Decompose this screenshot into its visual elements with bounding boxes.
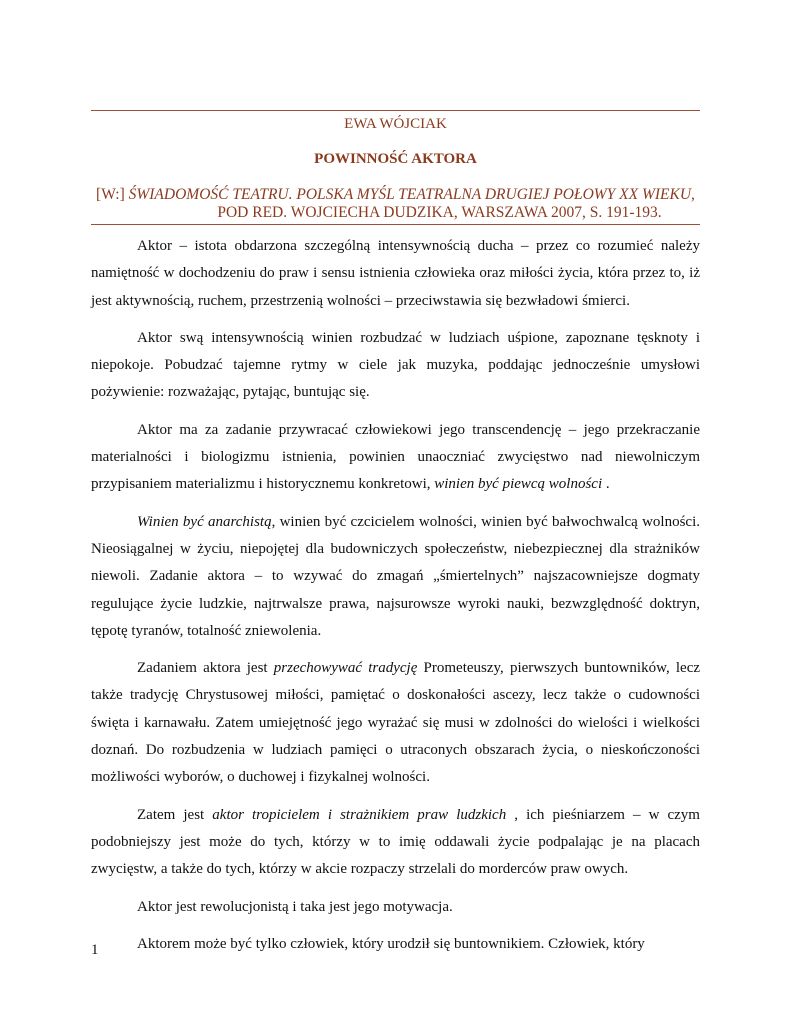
source-citation <box>91 186 700 222</box>
header-top-rule <box>91 110 700 111</box>
source-prefix: [W:] <box>96 186 129 203</box>
header-bottom-rule <box>91 224 700 225</box>
paragraph-8: Aktorem może być tylko człowiek, który urodził się buntownikiem. Człowiek, który <box>137 935 645 952</box>
source-italic: ŚWIADOMOŚĆ TEATRU. POLSKA MYŚL TEATRALNA DRUGIEJ POŁOWY XX WIEKU, <box>128 186 695 203</box>
author-name: EWA WÓJCIAK <box>344 116 447 132</box>
source-line2: POD RED. WOJCIECHA DUDZIKA, WARSZAWA 2007, S. 191-193. <box>217 204 662 221</box>
paragraph-7: Aktor jest rewolucjonistą i taka jest jego motywacja. <box>137 898 453 915</box>
paragraph-1: Aktor – istota obdarzona szczególną intensywnością ducha – przez co rozumieć należy namiętność w dochodzeniu do praw i sensu istnienia człowieka oraz miłości życia, która przez to, iż jest aktywnością, ruchem, przestrzenią wolności – przeciwstawia się bezwładowi śmierci. <box>91 238 700 309</box>
page-number: 1 <box>91 942 99 958</box>
paragraph-2: Aktor swą intensywnością winien rozbudzać w ludziach uśpione, zapoznane tęsknoty i niepokoje. Pobudzać tajemne rytmy w ciele jak muzyka, poddając jednocześnie umysłowi pożywienie: rozważając, pytając, buntując się. <box>91 329 700 401</box>
paragraph-6: Zatem jest aktor tropicielem i strażnikiem praw ludzkich , ich pieśniarzem – w czym podobniejszy jest może do tych, którzy w to imię oddawali życie podpalając je na placach zwycięstw, a także do tych, którzy w akcie rozpaczy strzelali do morderców praw owych. <box>91 806 700 878</box>
paragraph-4: Winien być anarchistą, winien być czcicielem wolności, winien być bałwochwalcą wolności. Nieosiągalnej w życiu, niepojętej dla budowniczych społeczeństw, niebezpiecznej dla strażników niewoli. Zadanie aktora – to wzywać do zmagań „śmiertelnych” najszacowniejsze dogmaty regulujące życie ludzkie, najtrwalsze prawa, najsurowsze wyroki nauki, bezwzględność doktryn, tępotę tyranów, totalność zniewolenia. <box>91 513 700 639</box>
body-text <box>91 233 700 968</box>
paragraph-3: Aktor ma za zadanie przywracać człowiekowi jego transcendencję – jego przekraczanie materialności i biologizmu istnienia, powinien unaoczniać zwycięstwo nad niewolniczym przypisaniem materializmu i historycznemu konkretowi, winien być piewcą wolności . <box>91 421 700 493</box>
paragraph-5: Zadaniem aktora jest przechowywać tradycję Prometeuszy, pierwszych buntowników, lecz także tradycję Chrystusowej miłości, pamiętać o doskonałości ascezy, lecz także o cudowności święta i karnawału. Zatem umiejętność jego wyrażać się musi w zdolności do wielości i wielkości doznań. Do rozbudzenia w ludziach pamięci o utraconych obszarach życia, o nieskończoności możliwości wyborów, o duchowej i fizykalnej wolności. <box>91 660 701 786</box>
document-title: POWINNOŚĆ AKTORA <box>314 151 477 167</box>
